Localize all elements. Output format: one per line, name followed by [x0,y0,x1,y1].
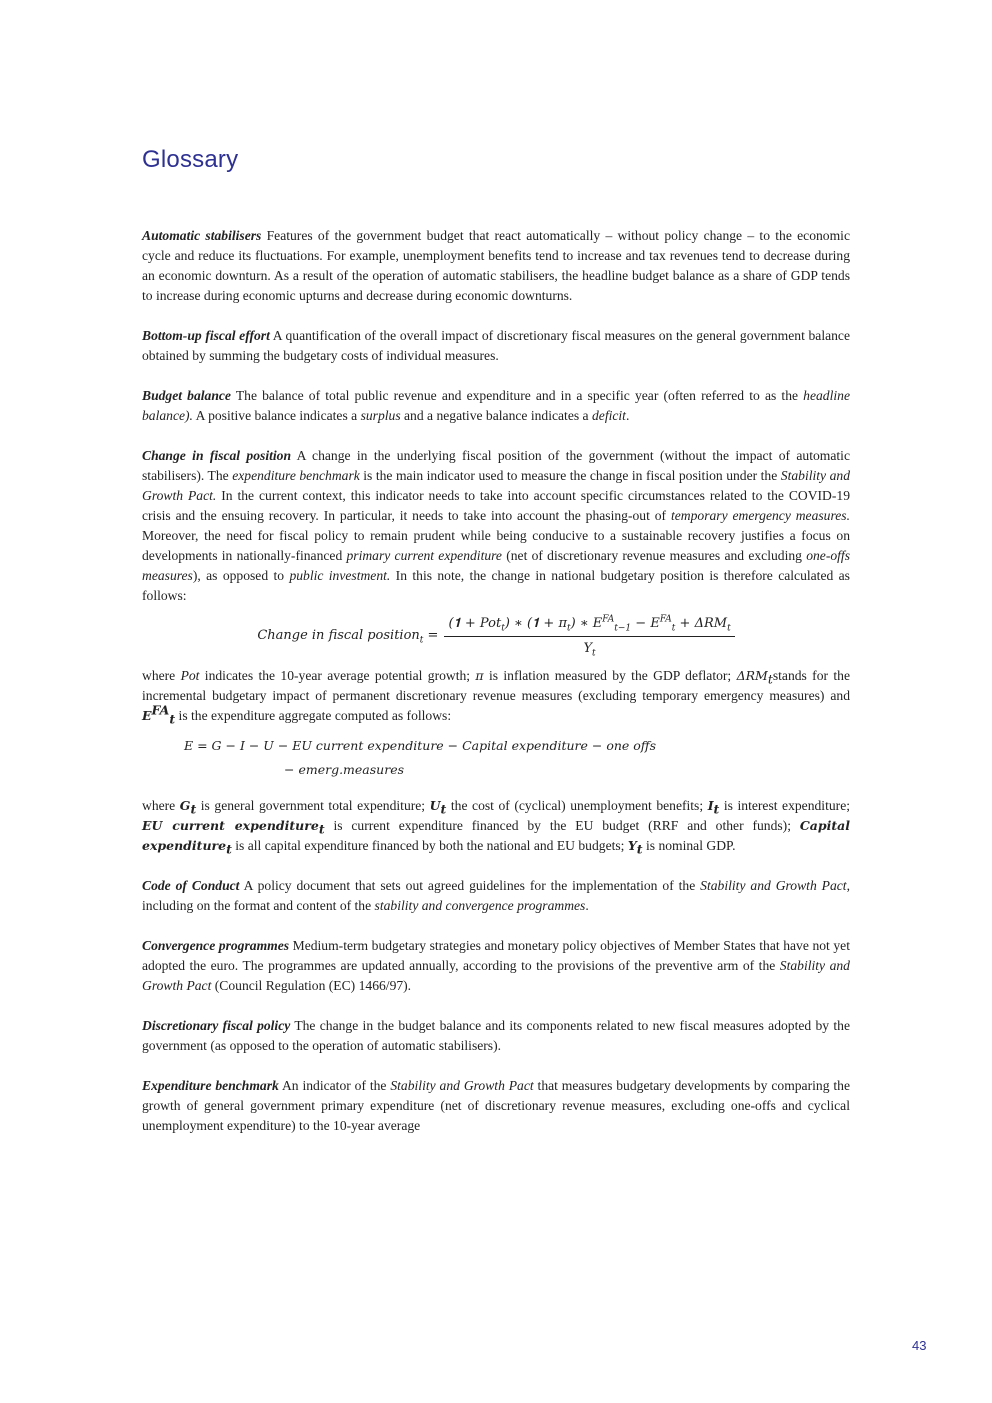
definition-text: and a negative balance indicates a [400,408,592,423]
definition-emphasis: temporary emergency measures. [670,508,850,523]
glossary-entry [142,1016,850,1056]
definition-text: (net of discretionary revenue measures and excluding [501,548,807,563]
formula-lhs: Change in fiscal position$_t$ = [257,628,439,646]
definition-text: The balance of total public revenue and expenditure and in a specific year (often referred to as the [230,388,804,403]
explanation-symbol: EU current expenditure [142,818,319,833]
formula-line-2: − emerg.measures [284,762,405,777]
glossary-term: Convergence programmes [142,938,290,953]
definition-text: In the current context, this indicator needs to take into account specific circumstances related to the COVID-19 crisis and the ensuing recovery. In particular, it needs to take into account the phasing-out of [142,488,850,523]
glossary-entry [142,1076,850,1136]
definition-emphasis: Stability and Growth Pact [390,1078,534,1093]
definition-emphasis: one-offs measures [142,548,850,583]
definition-text: is the main indicator used to measure the change in fiscal position under the [359,468,781,483]
definition-text: An indicator of the [278,1078,391,1093]
explanation-symbol: G [179,798,191,813]
glossary-term: Change in fiscal position [142,448,292,463]
glossary-entry [142,446,850,606]
numerator-part: (𝟏 + Pot [448,615,502,631]
glossary-content [142,226,850,1156]
glossary-term: Automatic stabilisers [142,228,262,243]
explanation-text: is current expenditure financed by the EU budget (RRF and other funds); [324,818,800,833]
definition-text: Moreover, the need for fiscal policy to remain prudent while being conducive to a sustainable recovery justifies a focus on developments in nationally-financed [142,528,850,563]
definition-text: Medium-term budgetary strategies and monetary policy objectives of Member States that have not yet adopted the euro. The programmes are updated annually, according to the provisions of the preventive arm of the [142,938,850,973]
explanation-symbol: U [429,798,441,813]
explanation-text: is the expenditure aggregate computed as follows: [175,708,452,723]
definition-emphasis: expenditure benchmark [232,468,360,483]
definition-text: ), as opposed to [192,568,290,583]
formula-denominator: $Y_t$ [583,640,596,659]
explanation-text: stands for the incremental budgetary impact of permanent discretionary revenue measures (excluding temporary emergency measures) and [142,668,850,703]
explanation-text: is interest expenditure; [719,798,850,813]
page-number: 43 [912,1338,927,1353]
glossary-entry [142,876,850,916]
definition-emphasis: public investment. [289,568,391,583]
explanation-text: where [142,798,180,813]
numerator-part: ) ∗ E [570,615,603,631]
explanation-text: is nominal GDP. [642,838,736,853]
glossary-term: Budget balance [142,388,231,403]
formula-lhs-sub: t [419,635,424,646]
definition-text: A change in the underlying fiscal position of the government (without the impact of automatic stabilisers). The [142,448,850,483]
formula-explanation: where $G_t$ is general government total expenditure; $U_t$ the cost of (cyclical) unemployment benefits; $I_t$ is interest expenditure; EU current expenditure$_t$ is current expenditure financed by the EU budget (RRF and other funds); Capital expenditure$_t$ is all capital expenditure financed by both the national and EU budgets; $Y_t$ is nominal GDP. [142,798,850,857]
definition-emphasis: Stability and Growth Pact [700,878,847,893]
glossary-term: Expenditure benchmark [142,1078,279,1093]
explanation-symbol: Y [627,838,637,853]
definition-emphasis: headline balance). [142,388,850,423]
page-title: Glossary [142,146,239,173]
explanation-text: is all capital expenditure financed by both the national and EU budgets; [231,838,628,853]
definition-text: . [585,898,589,913]
explanation-text: is general government total expenditure; [196,798,430,813]
glossary-entry [142,326,850,366]
glossary-term: Code of Conduct [142,878,240,893]
definition-text: A policy document that sets out agreed guidelines for the implementation of the [239,878,701,893]
glossary-entry [142,226,850,306]
definition-text: that measures budgetary developments by comparing the growth of general government primary expenditure (net of discretionary revenue measures, excluding one-offs and cyclical unemployment expenditure) to the 10-year average [142,1078,850,1133]
explanation-text: the cost of (cyclical) unemployment benefits; [446,798,708,813]
definition-text: A positive balance indicates a [192,408,361,423]
explanation-symbol: E [142,708,152,723]
definition-emphasis: Stability and Growth Pact. [142,468,850,503]
glossary-definition: A quantification of the overall impact of discretionary fiscal measures on the general government balance obtained by summing the budgetary costs of individual measures. [142,328,850,363]
explanation-text: is inflation measured by the GDP deflator; [483,668,737,683]
definition-emphasis: deficit [591,408,626,423]
formula-lhs-text: Change in fiscal position [257,628,420,643]
expenditure-aggregate-formula [184,734,850,782]
definition-text: , including on the format and content of the [142,878,850,913]
numerator-part: − E [631,615,660,631]
fiscal-position-formula [142,612,850,660]
explanation-symbol: Pot [180,668,200,683]
formula-line-1: E = G − I − U − EU current expenditure − Capital expenditure − one offs [184,738,657,753]
explanation-symbol: π [475,668,484,683]
definition-emphasis: primary current expenditure [346,548,502,563]
glossary-term: Bottom-up fiscal effort [142,328,270,343]
definition-text: . [625,408,630,423]
explanation-text: where [142,668,181,683]
formula-numerator: (𝟏 + Pot$_t$) ∗ (𝟏 + $\pi_t$) ∗ $E^{FA}_{t-1} - E^{FA}_t + \Delta RM_t$ [444,614,734,637]
definition-emphasis: Stability and Growth Pact [142,958,850,993]
glossary-term: Discretionary fiscal policy [142,1018,291,1033]
numerator-part: ) ∗ (𝟏 + π [504,615,567,631]
glossary-entry [142,936,850,996]
denominator-part: Y [583,640,593,656]
definition-emphasis: stability and convergence programmes [374,898,586,913]
explanation-symbol: I [707,798,714,813]
glossary-definition: The change in the budget balance and its components related to new fiscal measures adopted by the government (as opposed to the operation of automatic stabilisers). [142,1018,850,1053]
formula-explanation: where Pot indicates the 10-year average potential growth; π is inflation measured by the GDP deflator; $\Delta RM_tstands$ for the incremental budgetary impact of permanent discretionary revenue measures (excluding temporary emergency measures) and $E^{FA}_t$ is the expenditure aggregate computed as follows: [142,668,850,727]
formula-fraction [444,614,734,659]
glossary-entry [142,386,850,426]
explanation-text: indicates the 10-year average potential growth; [199,668,476,683]
definition-text: In this note, the change in national budgetary position is therefore calculated as follows: [142,568,850,603]
glossary-definition: Features of the government budget that react automatically – without policy change – to the economic cycle and reduce its fluctuations. For example, unemployment benefits tend to increase and tax revenues tend to decrease during an economic downturn. As a result of the operation of automatic stabilisers, the headline budget balance as a share of GDP tends to increase during economic upturns and decrease during economic downturns. [142,228,850,303]
explanation-symbol: Capital expenditure [142,818,850,853]
explanation-symbol: ΔRM [736,668,768,683]
definition-emphasis: surplus [360,408,401,423]
numerator-part: + ΔRM [675,615,728,631]
definition-text: (Council Regulation (EC) 1466/97). [211,978,412,993]
